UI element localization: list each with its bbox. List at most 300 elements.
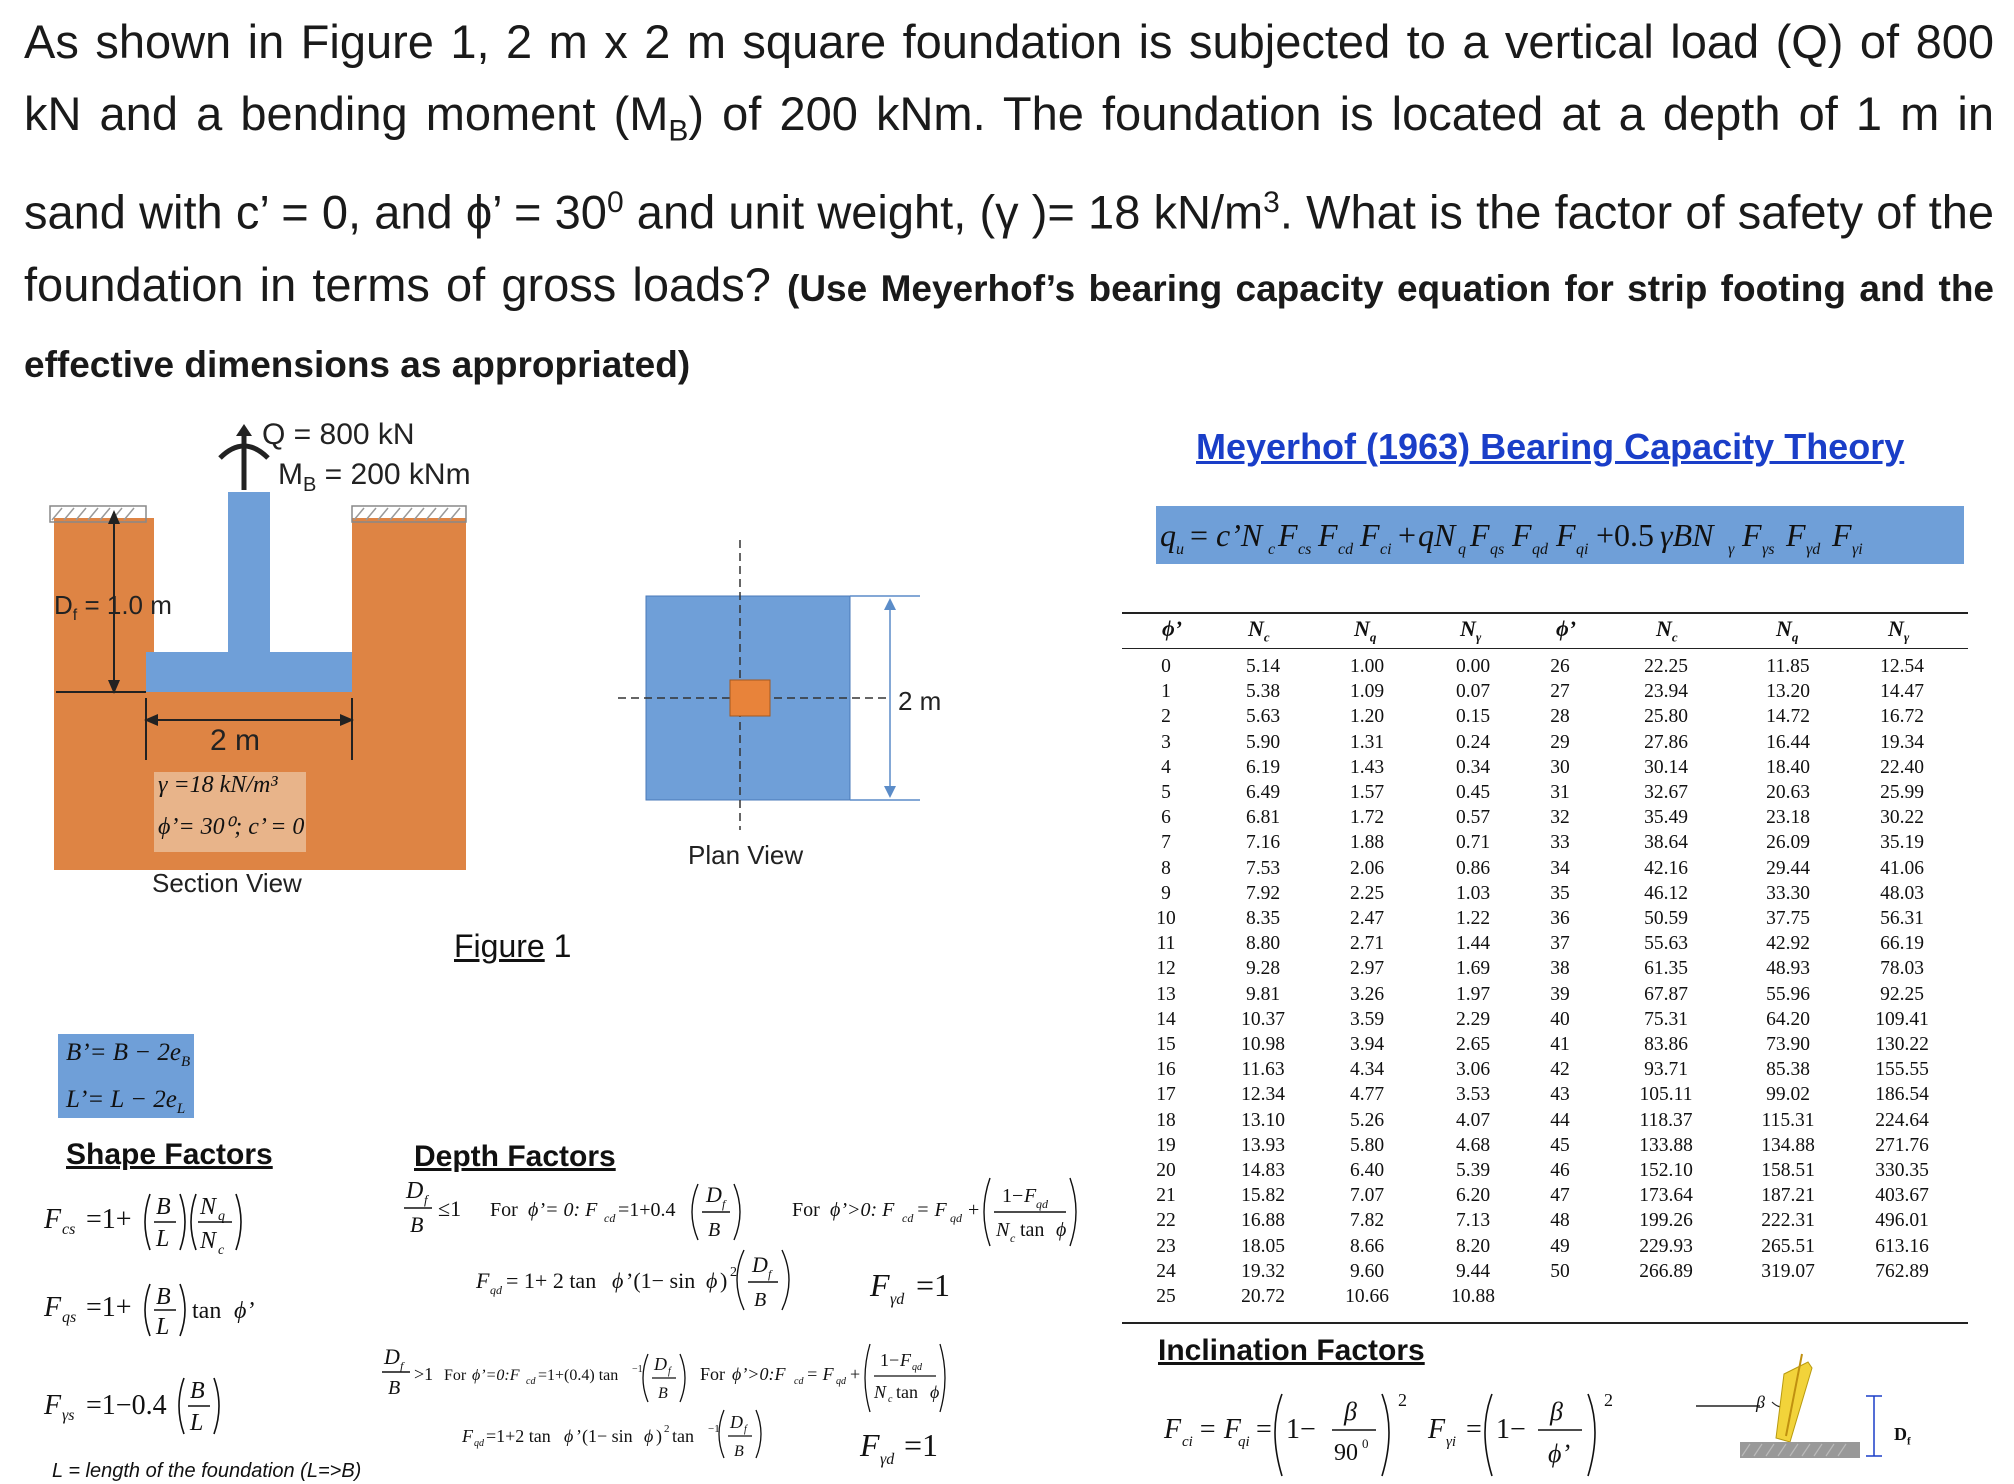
col-nq-left-cell: 1.20 <box>1349 706 1385 728</box>
svg-text:F: F <box>44 1390 62 1421</box>
col-nc-right-cell: 23.94 <box>1644 681 1688 703</box>
col-phi-left-cell: 20 <box>1156 1160 1176 1182</box>
col-ny-left-cell: 0.45 <box>1455 782 1491 804</box>
depth-factors-title: Depth Factors <box>414 1140 616 1173</box>
svg-text:cd: cd <box>902 1211 914 1225</box>
col-ny-right-cell: 186.54 <box>1875 1084 1929 1106</box>
svg-text:B: B <box>156 1194 171 1220</box>
col-phi-left-cell: 10 <box>1156 908 1176 930</box>
col-nq-left-cell: 3.59 <box>1349 1008 1385 1030</box>
col-nc-right-cell: 83.86 <box>1644 1034 1688 1056</box>
col-phi-left-cell: 14 <box>1156 1008 1176 1030</box>
col-nq-right-cell: 115.31 <box>1761 1109 1815 1131</box>
svg-text:cd: cd <box>604 1211 616 1225</box>
df-label: $D_f = 1.0$ m <box>54 590 172 625</box>
col-nq-right-cell: 37.75 <box>1766 908 1810 930</box>
svg-text:=1+(0.4) tan: =1+(0.4) tan <box>538 1367 619 1384</box>
svg-text:f: f <box>400 1359 404 1373</box>
col-nq-left-cell: 1.72 <box>1349 807 1385 829</box>
col-ny-right-cell: 14.47 <box>1880 681 1924 703</box>
col-ny-right-cell: 762.89 <box>1875 1260 1929 1282</box>
svg-text:tan: tan <box>1020 1219 1045 1241</box>
col-nc-left-cell: 11.63 <box>1241 1059 1285 1081</box>
col-ny-right-cell: 66.19 <box>1880 933 1924 955</box>
svg-text:B: B <box>190 1378 205 1404</box>
col-nq-right-cell: 48.93 <box>1766 958 1810 980</box>
col-phi-right-cell: 45 <box>1550 1134 1570 1156</box>
col-ny-left-cell: 1.97 <box>1455 983 1491 1005</box>
col-nq-left-cell: 1.88 <box>1349 832 1385 854</box>
svg-text:−1: −1 <box>632 1364 643 1375</box>
col-phi-left-cell: 24 <box>1156 1260 1176 1282</box>
svg-text:F: F <box>1428 1414 1446 1445</box>
col-nq-left-cell: 5.26 <box>1349 1109 1385 1131</box>
col-ny-left-cell: 1.44 <box>1455 933 1491 955</box>
col-phi-left-cell: 0 <box>1161 656 1171 677</box>
svg-text:= F: = F <box>1198 1414 1241 1445</box>
svg-text:N: N <box>996 1219 1010 1241</box>
svg-text:F: F <box>44 1204 62 1235</box>
svg-text:90: 90 <box>1334 1440 1358 1466</box>
col-nq-right-cell: 23.18 <box>1766 807 1810 829</box>
svg-text:γd: γd <box>1806 541 1821 558</box>
svg-text:≤1: ≤1 <box>438 1196 462 1221</box>
col-phi-right-cell: 46 <box>1550 1160 1570 1182</box>
col-phi-left-cell: 15 <box>1156 1034 1176 1056</box>
svg-text:B: B <box>754 1289 767 1311</box>
col-nc-right-cell: 27.86 <box>1644 731 1688 753</box>
svg-text:=1: =1 <box>904 1427 939 1463</box>
col-ny-left <box>1438 654 1508 1309</box>
svg-text:cd: cd <box>794 1376 804 1387</box>
col-nq-left-cell: 1.31 <box>1349 731 1385 753</box>
svg-text:γi: γi <box>1852 541 1863 558</box>
col-nq-left-cell: 2.25 <box>1349 882 1385 904</box>
col-nq-right-cell: 99.02 <box>1766 1084 1810 1106</box>
col-phi-left-cell: 16 <box>1156 1059 1176 1081</box>
svg-text:f: f <box>768 1267 772 1281</box>
col-phi-right-cell: 39 <box>1550 983 1570 1005</box>
svg-text:ϕ’>0: F: ϕ’>0: F <box>830 1199 895 1221</box>
col-ny-right-cell: 19.34 <box>1880 731 1924 753</box>
col-ny-left-cell: 8.20 <box>1455 1235 1491 1257</box>
col-nc-left-cell: 6.19 <box>1245 756 1281 778</box>
svg-text:F: F <box>1832 517 1852 553</box>
col-nq-left-cell: 7.07 <box>1349 1185 1385 1207</box>
svg-text:tan: tan <box>192 1298 222 1324</box>
col-nc-left-cell: 5.63 <box>1245 706 1281 728</box>
svg-text:F: F <box>1164 1414 1182 1445</box>
col-ny-right-cell: 12.54 <box>1880 656 1924 677</box>
svg-text:ci: ci <box>1380 541 1392 558</box>
col-nq-left-cell: 5.80 <box>1349 1134 1385 1156</box>
col-nc-left-cell: 7.53 <box>1245 857 1281 879</box>
col-nc-right-cell: 133.88 <box>1639 1134 1693 1156</box>
svg-text:2: 2 <box>1604 1390 1613 1410</box>
svg-text:qd: qd <box>490 1283 502 1297</box>
svg-text:γBN: γBN <box>1660 517 1714 553</box>
col-ny-right-cell: 224.64 <box>1875 1109 1929 1131</box>
col-ny-right-cell: 41.06 <box>1880 857 1924 879</box>
col-nq-left-cell: 4.77 <box>1349 1084 1385 1106</box>
col-phi-right-cell: 41 <box>1550 1034 1570 1056</box>
col-phi-right <box>1540 654 1580 1284</box>
svg-text:γd: γd <box>880 1451 895 1468</box>
col-ny-left-cell: 0.07 <box>1455 681 1491 703</box>
col-ny-left-cell: 1.22 <box>1455 908 1491 930</box>
col-ny-left-cell: 0.71 <box>1455 832 1491 854</box>
th-nq-left: $N_q$ <box>1354 616 1377 645</box>
svg-text:f: f <box>424 1192 428 1207</box>
col-nc-right-cell: 93.71 <box>1644 1059 1688 1081</box>
col-nc-left-cell: 9.81 <box>1245 983 1281 1005</box>
svg-text:c: c <box>1010 1231 1016 1245</box>
svg-text:γs: γs <box>62 1407 75 1424</box>
col-phi-right-cell: 29 <box>1550 731 1570 753</box>
col-nq-left-cell: 9.60 <box>1349 1260 1385 1282</box>
col-nq-left-cell: 2.06 <box>1349 857 1385 879</box>
col-ny-left-cell: 5.39 <box>1455 1160 1491 1182</box>
svg-text:qd: qd <box>950 1211 962 1225</box>
col-ny-right-cell: 35.19 <box>1880 832 1924 854</box>
svg-text:=1+2 tan: =1+2 tan <box>486 1426 551 1446</box>
col-nc-right-cell: 118.37 <box>1639 1109 1693 1131</box>
col-ny-left-cell: 0.00 <box>1455 656 1491 677</box>
col-nc-left-cell: 7.92 <box>1245 882 1281 904</box>
svg-text:ϕ’: ϕ’ <box>1548 1439 1571 1468</box>
col-nc-right-cell: 35.49 <box>1644 807 1688 829</box>
col-phi-left-cell: 17 <box>1156 1084 1176 1106</box>
svg-text:=1−0.4: =1−0.4 <box>86 1390 167 1421</box>
svg-text:B: B <box>658 1385 668 1402</box>
svg-text:q: q <box>1458 541 1466 558</box>
col-phi-right-cell: 26 <box>1550 656 1570 677</box>
col-nc-left-cell: 13.93 <box>1241 1134 1285 1156</box>
col-ny-right-cell: 271.76 <box>1875 1134 1929 1156</box>
meyerhof-title: Meyerhof (1963) Bearing Capacity Theory <box>1196 426 1905 467</box>
svg-text:2: 2 <box>664 1423 670 1435</box>
svg-text:): ) <box>656 1426 662 1446</box>
svg-text:ϕ’=0:F: ϕ’=0:F <box>472 1367 520 1384</box>
col-nq-left-cell: 7.82 <box>1349 1210 1385 1232</box>
col-phi-left-cell: 19 <box>1156 1134 1176 1156</box>
shape-factors-title: Shape Factors <box>66 1138 273 1171</box>
col-nq-right-cell: 20.63 <box>1766 782 1810 804</box>
col-ny-right-cell: 130.22 <box>1875 1034 1929 1056</box>
col-nc-right <box>1626 654 1706 1284</box>
svg-text:qd: qd <box>1036 1197 1048 1211</box>
col-nq-left-cell: 2.71 <box>1349 933 1385 955</box>
svg-text:N: N <box>200 1194 217 1220</box>
svg-text:1−: 1− <box>1496 1414 1526 1445</box>
col-nc-right-cell: 199.26 <box>1639 1210 1693 1232</box>
svg-text:qs: qs <box>1490 541 1505 558</box>
col-nc-left-cell: 10.37 <box>1241 1008 1285 1030</box>
col-phi-right-cell: 43 <box>1550 1084 1570 1106</box>
shape-factor-equations <box>36 1178 316 1448</box>
svg-text:For: For <box>700 1364 726 1384</box>
svg-text:1−: 1− <box>1002 1185 1024 1207</box>
gamma-label: γ =18 kN/m³ <box>158 772 278 798</box>
depth-factor-equations <box>380 1172 1100 1472</box>
col-phi-right-cell: 27 <box>1550 681 1570 703</box>
col-phi-left-cell: 23 <box>1156 1235 1176 1257</box>
col-nq-right-cell: 134.88 <box>1761 1134 1815 1156</box>
col-phi-left-cell: 9 <box>1161 882 1171 904</box>
svg-text:qi: qi <box>1238 1434 1250 1450</box>
col-ny-left-cell: 9.44 <box>1455 1260 1491 1282</box>
col-nq-right-cell: 26.09 <box>1766 832 1810 854</box>
plan-view-figure <box>600 520 940 860</box>
col-nc-left-cell: 16.88 <box>1241 1210 1285 1232</box>
svg-text:For: For <box>792 1199 820 1221</box>
col-ny-right-cell: 92.25 <box>1880 983 1924 1005</box>
col-ny-left-cell: 0.57 <box>1455 807 1491 829</box>
col-nc-right-cell: 61.35 <box>1644 958 1688 980</box>
svg-text:N: N <box>874 1382 887 1402</box>
col-nc-left-cell: 12.34 <box>1241 1084 1285 1106</box>
col-nc-right-cell: 46.12 <box>1644 882 1688 904</box>
svg-text:F: F <box>1742 517 1762 553</box>
svg-text:qd: qd <box>1532 541 1548 558</box>
svg-text:1−: 1− <box>1286 1414 1316 1445</box>
col-phi-right-cell: 37 <box>1550 933 1570 955</box>
col-nc-left-cell: 15.82 <box>1241 1185 1285 1207</box>
col-ny-left-cell: 0.34 <box>1455 756 1491 778</box>
plan-dim-label: 2 m <box>898 686 942 716</box>
svg-text:c: c <box>1268 541 1276 558</box>
col-phi-right-cell: 44 <box>1550 1109 1570 1131</box>
svg-text:D: D <box>654 1354 667 1374</box>
col-ny-left-cell: 2.29 <box>1455 1008 1491 1030</box>
svg-text:F: F <box>860 1427 880 1463</box>
col-phi-right-cell: 32 <box>1550 807 1570 829</box>
phi-label: ϕ’= 30⁰; c’ = 0 <box>158 814 305 840</box>
th-nc-right: $N_c$ <box>1656 616 1678 645</box>
svg-text:B: B <box>734 1443 744 1460</box>
col-phi-left-cell: 6 <box>1161 807 1171 829</box>
svg-text:’(1− sin: ’(1− sin <box>576 1426 633 1446</box>
col-nc-left-cell: 5.14 <box>1245 656 1281 677</box>
svg-text:F: F <box>1318 517 1338 553</box>
col-phi-right-cell: 30 <box>1550 756 1570 778</box>
col-nq-right-cell: 16.44 <box>1766 731 1810 753</box>
col-phi-right-cell: 38 <box>1550 958 1570 980</box>
svg-text:+0.5: +0.5 <box>1596 517 1655 553</box>
svg-text:cs: cs <box>1298 541 1312 558</box>
svg-text:ϕ: ϕ <box>612 1268 624 1293</box>
col-ny-left-cell: 0.15 <box>1455 706 1491 728</box>
col-ny-right-cell: 496.01 <box>1875 1210 1929 1232</box>
svg-text:D: D <box>730 1412 743 1432</box>
col-nc-right-cell: 22.25 <box>1644 656 1688 677</box>
svg-text:D: D <box>384 1344 400 1369</box>
col-ny-left-cell: 3.06 <box>1455 1059 1491 1081</box>
svg-text:+: + <box>968 1199 980 1221</box>
svg-text:>1: >1 <box>414 1364 434 1384</box>
col-phi-left-cell: 18 <box>1156 1109 1176 1131</box>
svg-text:qd: qd <box>474 1438 484 1449</box>
col-ny-right-cell: 155.55 <box>1875 1059 1929 1081</box>
col-ny-right-cell: 48.03 <box>1880 882 1924 904</box>
col-nq-right-cell: 73.90 <box>1766 1034 1810 1056</box>
svg-text:F: F <box>1360 517 1380 553</box>
col-nq-left-cell: 1.43 <box>1349 756 1385 778</box>
svg-text:=1+: =1+ <box>86 1204 132 1235</box>
svg-text:c’N: c’N <box>1216 517 1263 553</box>
col-nq-right-cell: 55.96 <box>1766 983 1810 1005</box>
svg-text:β: β <box>1344 1397 1357 1426</box>
svg-text:D: D <box>406 1178 424 1204</box>
col-nc-left-cell: 19.32 <box>1241 1260 1285 1282</box>
col-nc-right-cell: 30.14 <box>1644 756 1688 778</box>
svg-text:γ: γ <box>1728 541 1735 558</box>
svg-text:−1: −1 <box>708 1423 720 1435</box>
col-phi-left-cell: 12 <box>1156 958 1176 980</box>
col-nq-right-cell: 29.44 <box>1766 857 1810 879</box>
problem-instruction: (Use Meyerhof’s bearing capacity equation for strip footing and the effective dimensions as appropriated) <box>24 268 1994 386</box>
svg-text:B: B <box>708 1219 721 1241</box>
col-nq-right-cell: 64.20 <box>1766 1008 1810 1030</box>
col-nq-right-cell: 265.51 <box>1761 1235 1815 1257</box>
svg-text:u: u <box>1176 541 1184 558</box>
svg-text:tan: tan <box>672 1426 694 1446</box>
svg-text:=1: =1 <box>916 1267 951 1303</box>
svg-text:B: B <box>156 1284 171 1310</box>
svg-text:f: f <box>722 1197 726 1211</box>
col-nc-right-cell: 38.64 <box>1644 832 1688 854</box>
col-phi-left-cell: 11 <box>1156 933 1176 955</box>
col-phi-right-cell: 31 <box>1550 782 1570 804</box>
col-nc-left <box>1228 654 1298 1309</box>
svg-text:N: N <box>200 1228 217 1254</box>
svg-text:qd: qd <box>836 1376 846 1387</box>
svg-text:For: For <box>444 1367 467 1384</box>
width-label: 2 m <box>210 724 261 757</box>
col-nq-right-cell: 13.20 <box>1766 681 1810 703</box>
col-phi-left-cell: 21 <box>1156 1185 1176 1207</box>
col-nq-right-cell: 222.31 <box>1761 1210 1815 1232</box>
col-phi-left-cell: 13 <box>1156 983 1176 1005</box>
svg-text:β: β <box>1550 1397 1563 1426</box>
svg-text:F: F <box>44 1292 62 1323</box>
th-nq-right: $N_q$ <box>1776 616 1799 645</box>
col-ny-left-cell: 2.65 <box>1455 1034 1491 1056</box>
svg-text:cd: cd <box>526 1376 536 1387</box>
col-nq-right <box>1748 654 1828 1284</box>
col-nq-right-cell: 33.30 <box>1766 882 1810 904</box>
meyerhof-equation <box>1156 506 1964 564</box>
svg-text:c: c <box>888 1394 893 1405</box>
col-nc-right-cell: 55.63 <box>1644 933 1688 955</box>
svg-text:F: F <box>1024 1185 1037 1207</box>
svg-text:ϕ’: ϕ’ <box>234 1298 255 1324</box>
col-phi-left-cell: 7 <box>1161 832 1171 854</box>
load-label: Q = 800 kN <box>262 418 415 451</box>
svg-text:F: F <box>476 1268 490 1293</box>
col-nc-right-cell: 32.67 <box>1644 782 1688 804</box>
svg-text:): ) <box>720 1268 728 1293</box>
col-nq-left-cell: 6.40 <box>1349 1160 1385 1182</box>
col-ny-right-cell: 22.40 <box>1880 756 1924 778</box>
svg-text:=: = <box>1256 1414 1272 1445</box>
svg-text:=1+0.4: =1+0.4 <box>618 1199 676 1221</box>
col-phi-left-cell: 1 <box>1161 681 1171 703</box>
col-ny-left-cell: 1.69 <box>1455 958 1491 980</box>
col-ny-right-cell: 403.67 <box>1875 1185 1929 1207</box>
col-nc-right-cell: 50.59 <box>1644 908 1688 930</box>
svg-text:ϕ: ϕ <box>564 1426 574 1446</box>
table-header-rule <box>1122 648 1968 649</box>
col-nq-right-cell: 319.07 <box>1761 1260 1815 1282</box>
svg-text:L: L <box>190 1410 204 1436</box>
col-phi-right-cell: 28 <box>1550 706 1570 728</box>
col-nq-left-cell: 1.09 <box>1349 681 1385 703</box>
svg-text:tan: tan <box>896 1382 918 1402</box>
svg-text:cs: cs <box>62 1221 76 1238</box>
svg-text:2: 2 <box>1398 1390 1407 1410</box>
col-nc-left-cell: 8.80 <box>1245 933 1281 955</box>
table-top-rule <box>1122 612 1968 614</box>
effective-dimensions-box: B’= $B - 2e_B$ L’= $L - 2e_L$ <box>58 1034 194 1118</box>
svg-text:qi: qi <box>1576 541 1589 558</box>
th-ny-left: $N_\gamma$ <box>1460 616 1482 645</box>
col-nq-left-cell: 1.57 <box>1349 782 1385 804</box>
svg-text:D: D <box>706 1182 722 1207</box>
problem-statement: As shown in Figure 1, 2 m x 2 m square foundation is subjected to a vertical load (Q) of 800 kN and a bending moment $(M_B)$ of 200 kNm. The foundation is located at a depth of 1 m in sand with c’ = 0, and ϕ’ = $30^0$ and unit weight, (γ )= 18 $kN/m^3$. What is the factor of safety of the foundation in terms of gross loads? (Use Meyerhof’s bearing capacity equation for strip footing and the effective dimensions as appropriated) <box>24 15 1994 386</box>
svg-text:γd: γd <box>890 1291 905 1308</box>
svg-text:qd: qd <box>912 1362 922 1373</box>
svg-text:B: B <box>388 1377 401 1399</box>
col-nc-left-cell: 8.35 <box>1245 908 1281 930</box>
svg-text:ϕ: ϕ <box>644 1426 654 1446</box>
col-nq-left-cell: 3.94 <box>1349 1034 1385 1056</box>
section-view-caption: Section View <box>152 868 302 898</box>
col-nq-right-cell: 158.51 <box>1761 1160 1815 1182</box>
svg-text:ϕ: ϕ <box>706 1268 718 1293</box>
svg-text:For: For <box>490 1199 518 1221</box>
table-bottom-rule <box>1122 1322 1968 1324</box>
moment-label: $M_B = 200$ kNm <box>278 458 471 496</box>
meyerhof-equation-box <box>1156 506 1964 564</box>
col-nq-left-cell: 8.66 <box>1349 1235 1385 1257</box>
col-phi-right-cell: 50 <box>1550 1260 1570 1282</box>
col-nq-left-cell: 10.66 <box>1345 1286 1389 1308</box>
svg-text:0: 0 <box>1362 1436 1369 1451</box>
inclination-factor-equations <box>1158 1376 1658 1482</box>
svg-text:+: + <box>850 1364 861 1384</box>
col-ny-left-cell: 1.03 <box>1455 882 1491 904</box>
svg-text:=: = <box>1190 517 1209 553</box>
col-phi-right-cell: 47 <box>1550 1185 1570 1207</box>
col-nc-left-cell: 13.10 <box>1241 1109 1285 1131</box>
col-phi-right-cell: 36 <box>1550 908 1570 930</box>
th-ny-right: $N_\gamma$ <box>1888 616 1910 645</box>
col-nc-right-cell: 152.10 <box>1639 1160 1693 1182</box>
col-nc-right-cell: 173.64 <box>1639 1185 1693 1207</box>
col-ny-right-cell: 109.41 <box>1875 1008 1929 1030</box>
svg-text:F: F <box>1786 517 1806 553</box>
svg-text:F: F <box>1470 517 1490 553</box>
th-nc-left: $N_c$ <box>1248 616 1270 645</box>
svg-text:B: B <box>410 1212 424 1237</box>
svg-text:F: F <box>1278 517 1298 553</box>
col-phi-left-cell: 22 <box>1156 1210 1176 1232</box>
col-ny-left-cell: 0.86 <box>1455 857 1491 879</box>
svg-text:ϕ: ϕ <box>930 1382 940 1402</box>
col-ny-left-cell: 7.13 <box>1455 1210 1491 1232</box>
col-nc-left-cell: 6.49 <box>1245 782 1281 804</box>
